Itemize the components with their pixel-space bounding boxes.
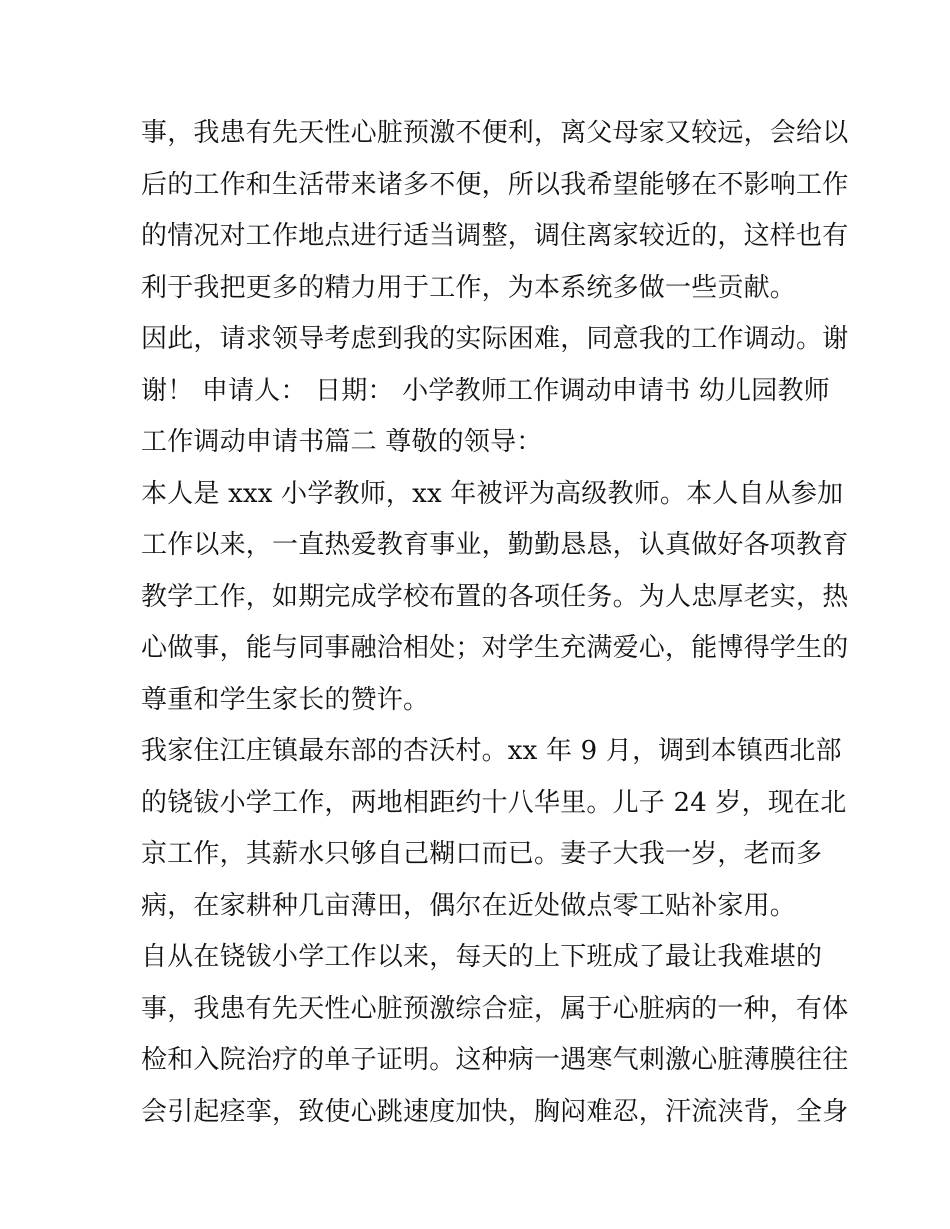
text-line: 病，在家耕种几亩薄田，偶尔在近处做点零工贴补家用。: [141, 890, 797, 921]
text-line: 教学工作，如期完成学校布置的各项任务。为人忠厚老实，热: [141, 581, 849, 612]
text-line: 工作以来，一直热爱教育事业，勤勤恳恳，认真做好各项教育: [141, 530, 849, 560]
text-line: 自从在铙钹小学工作以来，每天的上下班成了最让我难堪的: [141, 942, 823, 972]
text-line: 利于我把更多的精力用于工作，为本系统多做一些贡献。: [141, 272, 797, 303]
text-line: 心做事，能与同事融洽相处；对学生充满爱心，能博得学生的: [141, 633, 849, 663]
text-line: 后的工作和生活带来诸多不便，所以我希望能够在不影响工作: [141, 169, 849, 200]
text-line: 事，我患有先天性心脏预激综合症，属于心脏病的一种，有体: [141, 993, 849, 1024]
text-line: 我家住江庄镇最东部的杏沃村。xx 年 9 月，调到本镇西北部: [141, 736, 842, 766]
text-line: 因此，请求领导考虑到我的实际困难，同意我的工作调动。谢: [141, 324, 849, 354]
text-line: 本人是 xxx 小学教师，xx 年被评为高级教师。本人自从参加: [141, 478, 844, 509]
text-line: 的情况对工作地点进行适当调整，调住离家较近的，这样也有: [141, 221, 849, 251]
text-line: 谢！ 申请人： 日期： 小学教师工作调动申请书 幼儿园教师: [141, 375, 830, 406]
text-line: 尊重和学生家长的赞许。: [141, 684, 430, 715]
text-line: 的铙钹小学工作，两地相距约十八华里。儿子 24 岁，现在北: [141, 787, 847, 818]
text-line: 工作调动申请书篇二 尊敬的领导：: [141, 427, 543, 457]
text-line: 京工作，其薪水只够自己糊口而已。妻子大我一岁，老而多: [141, 839, 823, 869]
document-body: [141, 108, 849, 1138]
text-line: 检和入院治疗的单子证明。这种病一遇寒气刺激心脏薄膜往往: [141, 1045, 849, 1075]
text-line: 会引起痉挛，致使心跳速度加快，胸闷难忍，汗流浃背，全身: [141, 1096, 849, 1127]
text-line: 事，我患有先天性心脏预激不便利，离父母家又较远，会给以: [141, 118, 849, 148]
